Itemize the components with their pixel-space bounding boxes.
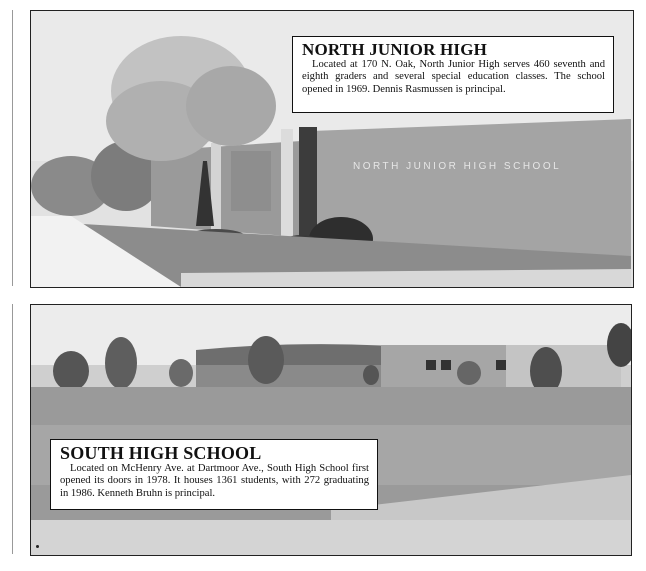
south-description: Located on McHenry Ave. at Dartmoor Ave., South High School first opened its doors in 1978. It houses 1361 students, with 272 graduating in 1986. Kenneth Bruhn is principal. [60, 463, 369, 499]
south-title: SOUTH HIGH SCHOOL [60, 443, 262, 463]
page-mark [36, 545, 39, 548]
page-edge-line [12, 304, 13, 554]
building-sign-text: NORTH JUNIOR HIGH SCHOOL [353, 161, 562, 172]
south-high-school-photo [30, 304, 632, 556]
south-caption-box [50, 439, 378, 510]
north-title: NORTH JUNIOR HIGH [302, 40, 488, 59]
north-caption-box [292, 36, 614, 113]
north-description: Located at 170 N. Oak, North Junior High serves 460 seventh and eighth graders and several special education classes. The school opened in 1969. Dennis Rasmussen is principal. [302, 59, 605, 95]
page-edge-line [12, 10, 13, 286]
